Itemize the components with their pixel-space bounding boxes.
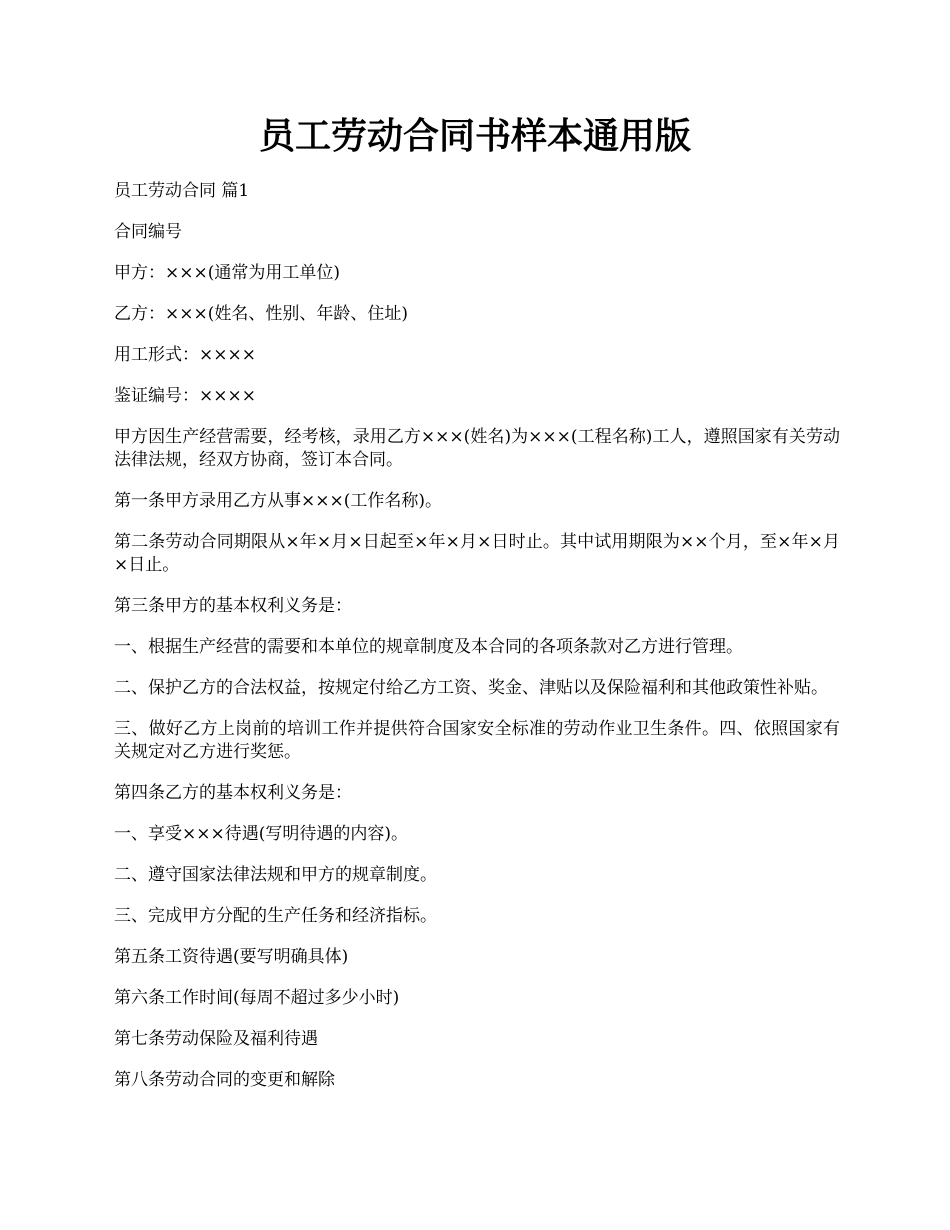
article-4-heading: 第四条乙方的基本权利义务是： [114, 783, 352, 803]
attestation-number-line: 鉴证编号：×××× [114, 386, 256, 406]
article-4-item-2: 二、遵守国家法律法规和甲方的规章制度。 [114, 865, 437, 885]
document-title: 员工劳动合同书样本通用版 [258, 115, 691, 157]
article-5: 第五条工资待遇(要写明确具体) [114, 947, 349, 967]
employment-type-line: 用工形式：×××× [114, 345, 256, 365]
article-3-heading: 第三条甲方的基本权利义务是： [114, 596, 352, 616]
article-4-item-3: 三、完成甲方分配的生产任务和经济指标。 [114, 906, 437, 926]
article-4-item-1: 一、享受×××待遇(写明待遇的内容)。 [114, 824, 408, 844]
article-6: 第六条工作时间(每周不超过多少小时) [114, 988, 400, 1008]
document-body [114, 180, 840, 1110]
article-8: 第八条劳动合同的变更和解除 [114, 1070, 335, 1090]
party-a-line: 甲方：×××(通常为用工单位) [114, 263, 340, 283]
article-3-item-2: 二、保护乙方的合法权益，按规定付给乙方工资、奖金、津贴以及保险福利和其他政策性补贴。 [114, 678, 828, 698]
party-b-line: 乙方：×××(姓名、性别、年龄、住址) [114, 304, 408, 324]
section-heading: 员工劳动合同 篇1 [114, 181, 250, 201]
article-3-item-1: 一、根据生产经营的需要和本单位的规章制度及本合同的各项条款对乙方进行管理。 [114, 637, 743, 657]
contract-number-label: 合同编号 [114, 222, 182, 242]
article-1: 第一条甲方录用乙方从事×××(工作名称)。 [114, 491, 442, 511]
article-7: 第七条劳动保险及福利待遇 [114, 1029, 318, 1049]
article-2: 第二条劳动合同期限从×年×月×日起至×年×月×日时止。其中试用期限为××个月，至×年×月×日止。 [114, 532, 840, 575]
preamble-paragraph: 甲方因生产经营需要，经考核，录用乙方×××(姓名)为×××(工程名称)工人，遵照国家有关劳动法律法规，经双方协商，签订本合同。 [114, 427, 840, 470]
article-3-item-3: 三、做好乙方上岗前的培训工作并提供符合国家安全标准的劳动作业卫生条件。四、依照国家有关规定对乙方进行奖惩。 [114, 719, 840, 762]
